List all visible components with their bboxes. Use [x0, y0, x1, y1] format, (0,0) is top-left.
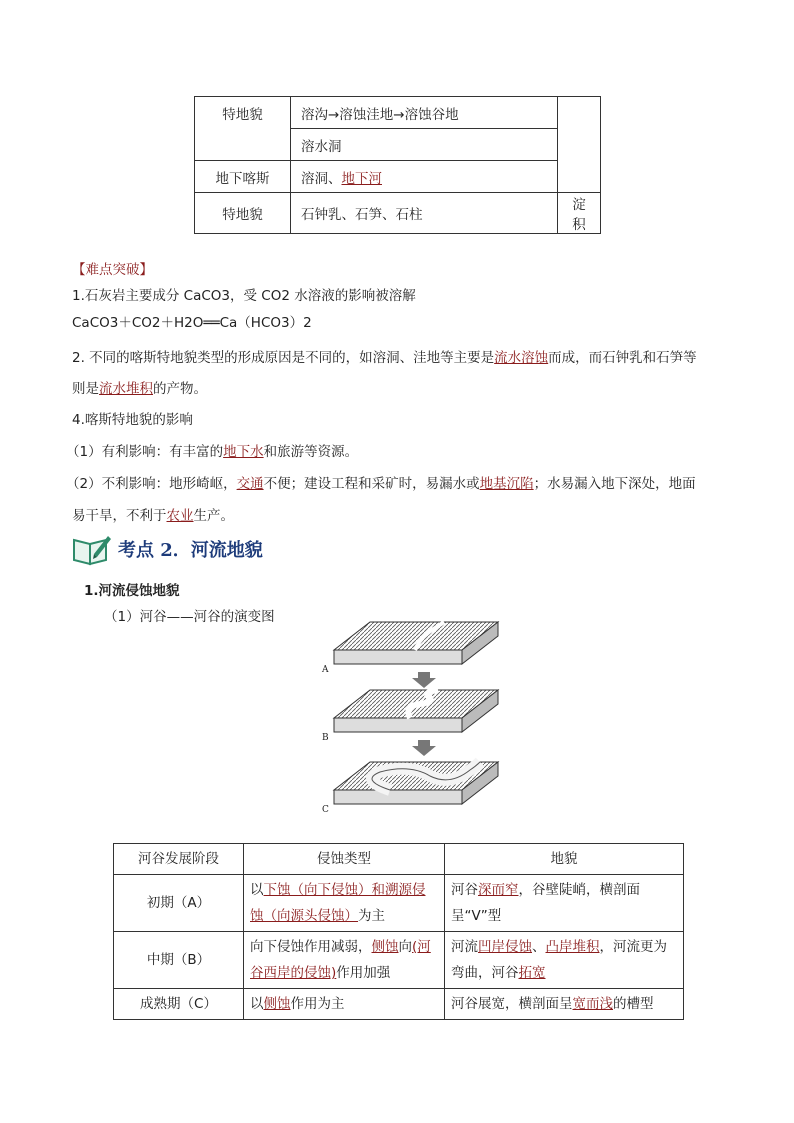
subheading: 1.河流侵蚀地貌	[84, 583, 180, 599]
block-c	[334, 762, 498, 804]
underlined-answer: 地下河	[341, 170, 382, 187]
underlined-answer: 地基沉陷	[479, 476, 534, 492]
karst-landform-table	[194, 96, 601, 234]
underlined-answer: 下蚀（向下侵蚀）和溯源侵蚀（向源头侵蚀）	[250, 882, 426, 924]
cell-text: 溶洞、	[301, 170, 342, 187]
table-cell	[558, 193, 601, 234]
table-cell	[291, 129, 558, 161]
underlined-answer: 拓宽	[518, 965, 546, 981]
underlined-answer: 深而窄	[478, 882, 519, 898]
block-b	[334, 690, 498, 732]
table-cell	[291, 97, 558, 129]
cell-text: 石钟乳、石笋、石柱	[301, 207, 423, 223]
text: 作用为主	[290, 996, 345, 1012]
text: 和旅游等资源。	[263, 444, 359, 460]
text: 生产。	[193, 508, 234, 524]
section-title: 考点 2．河流地貌	[118, 540, 263, 561]
underlined-answer: 地下水	[223, 444, 264, 460]
text: （2）不利影响：地形崎岖，	[66, 476, 237, 492]
arrow-down-icon	[412, 672, 436, 688]
table-header: 地貌	[445, 844, 684, 875]
cell-text: 特地貌	[222, 207, 263, 223]
text: 而成，而石钟乳和石笋等	[548, 350, 697, 366]
paragraph	[66, 440, 358, 460]
underlined-answer: (河谷西岸的侵蚀)	[250, 939, 431, 981]
text: （1）有利影响：有丰富的	[66, 444, 224, 460]
text: 则是	[72, 381, 99, 397]
text: 、	[532, 939, 546, 955]
figure-label-a: A	[322, 665, 329, 675]
text: 的槽型	[613, 996, 654, 1012]
paragraph	[66, 472, 696, 492]
underlined-answer: 凹岸侵蚀	[478, 939, 532, 955]
text: 向	[398, 939, 412, 955]
underlined-answer: 凸岸堆积	[545, 939, 600, 955]
table-cell	[244, 932, 445, 989]
table-cell-empty	[558, 97, 601, 193]
block-a	[334, 622, 498, 664]
figure-label-c: C	[322, 805, 329, 815]
cell-text: 地下喀斯	[215, 170, 270, 187]
table-row	[114, 875, 684, 932]
table-cell	[445, 989, 684, 1020]
valley-stage-table	[113, 843, 684, 1020]
paragraph	[72, 377, 207, 397]
table-cell: 初期（A）	[114, 875, 244, 932]
text: ，谷壁陡峭，横剖面呈“V”型	[451, 882, 640, 924]
table-cell-label	[195, 161, 291, 193]
table-cell	[244, 989, 445, 1020]
text: 以	[250, 882, 264, 898]
underlined-answer: 农业	[166, 508, 194, 524]
figure-label-b: B	[322, 733, 329, 743]
text: 的产物。	[153, 381, 207, 397]
paragraph	[72, 504, 234, 524]
table-header: 河谷发展阶段	[114, 844, 244, 875]
text: 以	[250, 996, 264, 1012]
cell-text: 淀积	[572, 197, 586, 233]
formula: CaCO3＋CO2＋H2O══Ca（HCO3）2	[72, 315, 312, 331]
cell-text: 溶沟→溶蚀洼地→溶蚀谷地	[301, 106, 459, 123]
table-cell	[291, 193, 558, 234]
difficulty-heading: 【难点突破】	[72, 262, 153, 278]
paragraph	[72, 346, 697, 366]
paragraph: 4.喀斯特地貌的影响	[72, 412, 193, 428]
table-cell-label	[195, 193, 291, 234]
underlined-answer: 交通	[236, 476, 264, 492]
text: 河谷	[451, 882, 478, 898]
text: 易干旱，不利于	[72, 508, 167, 524]
book-pencil-icon	[72, 532, 112, 566]
text: 河流	[451, 939, 478, 955]
underlined-answer: 侧蚀	[371, 939, 399, 955]
underlined-answer: 流水溶蚀	[494, 350, 549, 366]
table-cell	[445, 875, 684, 932]
table-header: 侵蚀类型	[244, 844, 445, 875]
subheading: （1）河谷——河谷的演变图	[104, 609, 275, 625]
text: 2. 不同的喀斯特地貌类型的形成原因是不同的，如溶洞、洼地等主要是	[72, 350, 495, 366]
paragraph: 1.石灰岩主要成分 CaCO3，受 CO2 水溶液的影响被溶解	[72, 288, 416, 304]
table-cell	[445, 932, 684, 989]
table-row	[114, 932, 684, 989]
valley-evolution-figure	[320, 620, 500, 820]
text: 不便；建设工程和采矿时，易漏水或	[263, 476, 480, 492]
table-row	[114, 989, 684, 1020]
text: 向下侵蚀作用减弱，	[250, 939, 372, 955]
table-cell	[291, 161, 558, 193]
text: ，河流更为弯曲，河谷	[451, 939, 667, 981]
text: 为主	[358, 908, 385, 924]
text: ；水易漏入地下深处，地面	[533, 476, 696, 492]
table-cell: 中期（B）	[114, 932, 244, 989]
underlined-answer: 宽而浅	[572, 996, 613, 1012]
table-cell: 成熟期（C）	[114, 989, 244, 1020]
text: 河谷展宽，横剖面呈	[451, 996, 573, 1012]
underlined-answer: 侧蚀	[263, 996, 291, 1012]
arrow-down-icon	[412, 740, 436, 756]
cell-text: 特地貌	[222, 107, 263, 123]
underlined-answer: 流水堆积	[99, 381, 153, 397]
text: 作用加强	[336, 965, 391, 981]
table-cell-label	[195, 97, 291, 161]
table-cell	[244, 875, 445, 932]
cell-text: 溶水洞	[301, 138, 342, 155]
